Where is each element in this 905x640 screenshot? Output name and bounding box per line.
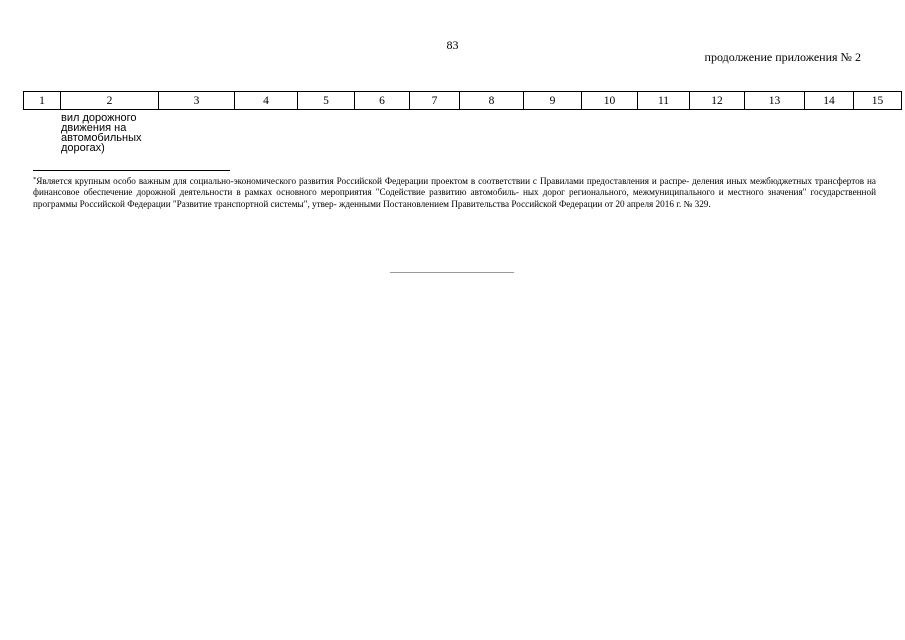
column-number-cell: 1 bbox=[24, 92, 61, 110]
footnote-line: жденными Постановлением Правительства Российской Федерации от 20 апреля 2016 г. № 329. bbox=[338, 198, 711, 209]
column-number-cell: 4 bbox=[235, 92, 298, 110]
table-cell-continued-text bbox=[61, 113, 171, 153]
appendix-continuation-label: продолжение приложения № 2 bbox=[704, 50, 861, 64]
footnote-line: Является крупным особо важным для социально-экономического развития Российской Федерации проектом в соответствии с Правилами предоставления и распре- bbox=[36, 176, 690, 186]
footnote-line: деления иных межбюджетных трансфертов на финансовое обеспечение дорожной деятельности в рамках основного мероприятия "Содействие развитию автомобиль- bbox=[33, 176, 877, 198]
column-number-cell: 8 bbox=[460, 92, 524, 110]
column-number-cell: 10 bbox=[582, 92, 638, 110]
column-number-cell: 7 bbox=[410, 92, 460, 110]
document-end-rule bbox=[390, 272, 514, 273]
column-number-cell: 6 bbox=[355, 92, 410, 110]
page-number: 83 bbox=[446, 38, 459, 52]
column-number-cell: 15 bbox=[854, 92, 902, 110]
footnote-line: ных дорог регионального, межмуниципального и местного значения" государственной программы Российской Федерации "Развитие транспортной системы", утвер- bbox=[33, 187, 876, 209]
column-number-cell: 3 bbox=[159, 92, 235, 110]
footnote-separator bbox=[33, 170, 230, 171]
column-number-cell: 11 bbox=[638, 92, 690, 110]
cell-text-line: вил дорожного bbox=[61, 112, 137, 124]
column-number-cell: 14 bbox=[805, 92, 854, 110]
column-number-cell: 2 bbox=[61, 92, 159, 110]
column-number-cell: 13 bbox=[745, 92, 805, 110]
column-number-cell: 5 bbox=[298, 92, 355, 110]
column-number-table bbox=[23, 91, 902, 110]
footnote bbox=[33, 176, 876, 210]
footnote-marker: * bbox=[33, 176, 37, 183]
column-number-row bbox=[24, 92, 902, 110]
cell-text-line: дорогах) bbox=[61, 142, 105, 154]
cell-text-line: автомобильных bbox=[61, 132, 142, 144]
cell-text-line: движения на bbox=[61, 122, 127, 134]
column-number-cell: 12 bbox=[690, 92, 745, 110]
column-number-cell: 9 bbox=[524, 92, 582, 110]
